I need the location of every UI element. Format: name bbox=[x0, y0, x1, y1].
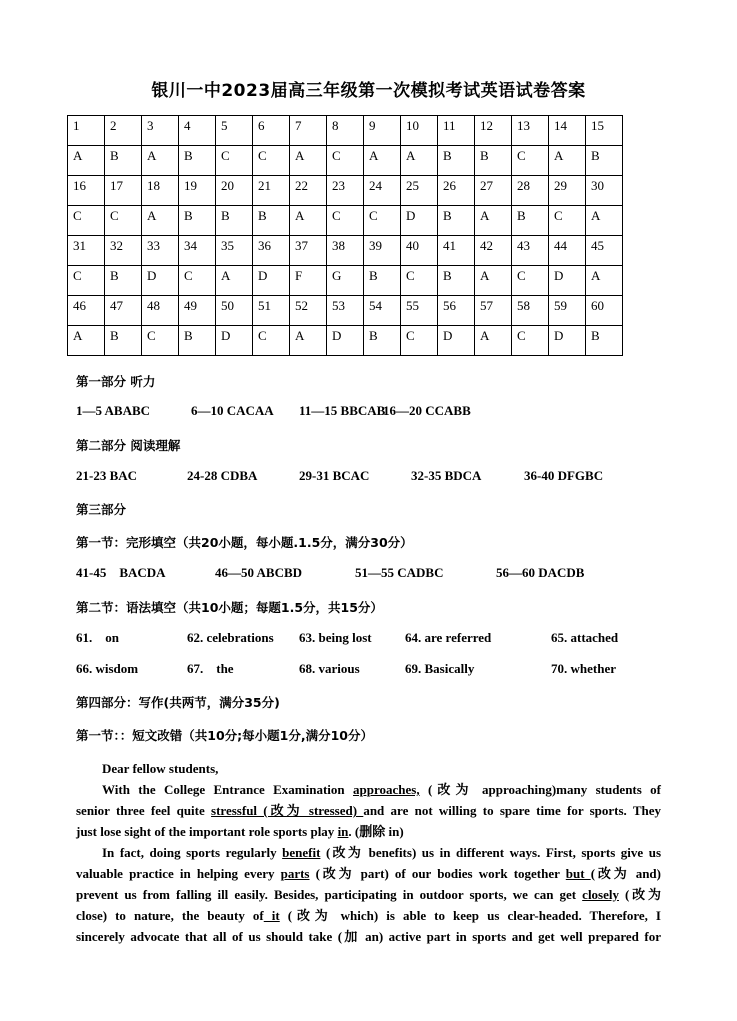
answer-cell: A bbox=[216, 266, 253, 296]
marked-error: in bbox=[337, 824, 349, 839]
question-number-cell: 26 bbox=[438, 176, 475, 206]
question-number-cell: 47 bbox=[105, 296, 142, 326]
question-number-cell: 46 bbox=[68, 296, 105, 326]
answer-cell: A bbox=[290, 206, 327, 236]
answer-cell: A bbox=[586, 266, 623, 296]
question-number-cell: 24 bbox=[364, 176, 401, 206]
question-number-cell: 38 bbox=[327, 236, 364, 266]
answer-cell: B bbox=[512, 206, 549, 236]
answer-cell: B bbox=[179, 326, 216, 356]
passage-text: . (删除 in) bbox=[348, 824, 404, 839]
question-number-cell: 11 bbox=[438, 116, 475, 146]
part2-heading: 第二部分 阅读理解 bbox=[76, 438, 181, 453]
answer-cell: B bbox=[105, 326, 142, 356]
answer-group: 41-45 BACDA bbox=[76, 565, 166, 580]
answer-group: 1—5 ABABC bbox=[76, 403, 151, 418]
question-number-cell: 13 bbox=[512, 116, 549, 146]
question-number-cell: 31 bbox=[68, 236, 105, 266]
question-number-cell: 6 bbox=[253, 116, 290, 146]
question-number-cell: 17 bbox=[105, 176, 142, 206]
passage-text: valuable practice in helping every bbox=[76, 866, 281, 881]
question-number-cell: 16 bbox=[68, 176, 105, 206]
marked-error: approaches, bbox=[353, 782, 420, 797]
answer-group: 29-31 BCAC bbox=[299, 468, 370, 483]
answer-cell: C bbox=[512, 146, 549, 176]
answer-cell: B bbox=[179, 146, 216, 176]
marked-error: closely bbox=[582, 887, 619, 902]
answer-cell: B bbox=[179, 206, 216, 236]
answer-cell: G bbox=[327, 266, 364, 296]
answer-cell: C bbox=[512, 326, 549, 356]
question-number-cell: 45 bbox=[586, 236, 623, 266]
answer-cell: D bbox=[327, 326, 364, 356]
marked-error: but bbox=[565, 866, 591, 881]
question-number-cell: 18 bbox=[142, 176, 179, 206]
answer-cell: C bbox=[253, 146, 290, 176]
question-number-cell: 48 bbox=[142, 296, 179, 326]
answer-cell: B bbox=[253, 206, 290, 236]
page-title: 银川一中2023届高三年级第一次模拟考试英语试卷答案 bbox=[151, 81, 586, 101]
passage-line bbox=[76, 842, 661, 863]
answer-group: 36-40 DFGBC bbox=[524, 468, 604, 483]
passage-text: With the College Entrance Examination bbox=[102, 782, 354, 797]
answer-cell: A bbox=[68, 146, 105, 176]
answer-cell: A bbox=[586, 206, 623, 236]
answer-cell: C bbox=[401, 266, 438, 296]
answer-cell: D bbox=[549, 326, 586, 356]
question-number-cell: 37 bbox=[290, 236, 327, 266]
answer-item: 67. the bbox=[187, 661, 234, 676]
question-number-cell: 7 bbox=[290, 116, 327, 146]
part4-section1-heading: 第一节：：短文改错（共10分;每小题1分,满分10分） bbox=[76, 728, 373, 743]
question-number-row bbox=[68, 176, 623, 206]
question-number-cell: 27 bbox=[475, 176, 512, 206]
passage-line bbox=[76, 821, 661, 842]
question-number-cell: 3 bbox=[142, 116, 179, 146]
passage-line bbox=[76, 758, 661, 779]
marked-error: benefit bbox=[282, 845, 321, 860]
passage-text: (改为 which) is able to keep us clear-headed. Therefore, I bbox=[279, 908, 661, 923]
answer-row bbox=[68, 146, 623, 176]
passage-line bbox=[76, 863, 661, 884]
question-number-cell: 14 bbox=[549, 116, 586, 146]
answer-cell: A bbox=[549, 146, 586, 176]
answer-cell: A bbox=[364, 146, 401, 176]
question-number-cell: 23 bbox=[327, 176, 364, 206]
answer-cell: B bbox=[438, 266, 475, 296]
passage-text: just lose sight of the important role sports play bbox=[76, 824, 338, 839]
answer-cell: B bbox=[216, 206, 253, 236]
answer-cell: B bbox=[105, 266, 142, 296]
passage-line bbox=[76, 884, 661, 905]
question-number-cell: 20 bbox=[216, 176, 253, 206]
passage-text: sincerely advocate that all of us should take (加 an) active part in sports and get well prepared for bbox=[76, 929, 661, 944]
question-number-cell: 21 bbox=[253, 176, 290, 206]
answer-row bbox=[68, 206, 623, 236]
answer-group: 6—10 CACAA bbox=[191, 403, 274, 418]
passage-text: Dear fellow students, bbox=[102, 761, 219, 776]
answer-item: 68. various bbox=[299, 661, 360, 676]
answer-cell: C bbox=[216, 146, 253, 176]
answer-cell: A bbox=[475, 206, 512, 236]
question-number-cell: 43 bbox=[512, 236, 549, 266]
answer-table bbox=[67, 115, 623, 356]
answer-item: 70. whether bbox=[551, 661, 616, 676]
answer-cell: A bbox=[142, 206, 179, 236]
question-number-cell: 53 bbox=[327, 296, 364, 326]
answer-row bbox=[68, 326, 623, 356]
answer-group: 24-28 CDBA bbox=[187, 468, 258, 483]
question-number-cell: 39 bbox=[364, 236, 401, 266]
question-number-cell: 49 bbox=[179, 296, 216, 326]
answer-cell: B bbox=[586, 146, 623, 176]
question-number-cell: 58 bbox=[512, 296, 549, 326]
answer-row bbox=[68, 266, 623, 296]
answer-item: 63. being lost bbox=[299, 630, 372, 645]
answer-cell: A bbox=[475, 266, 512, 296]
answer-cell: B bbox=[475, 146, 512, 176]
question-number-cell: 57 bbox=[475, 296, 512, 326]
question-number-cell: 41 bbox=[438, 236, 475, 266]
question-number-cell: 34 bbox=[179, 236, 216, 266]
question-number-cell: 9 bbox=[364, 116, 401, 146]
question-number-cell: 29 bbox=[549, 176, 586, 206]
answer-cell: C bbox=[327, 206, 364, 236]
answer-cell: B bbox=[364, 326, 401, 356]
answer-cell: C bbox=[364, 206, 401, 236]
answer-cell: C bbox=[327, 146, 364, 176]
answer-cell: A bbox=[142, 146, 179, 176]
answer-cell: B bbox=[586, 326, 623, 356]
answer-group: 11—15 BBCAB bbox=[299, 403, 386, 418]
passage-text: (改为 part) of our bodies work together bbox=[309, 866, 566, 881]
answer-cell: D bbox=[438, 326, 475, 356]
answer-group: 32-35 BDCA bbox=[411, 468, 482, 483]
answer-cell: C bbox=[68, 206, 105, 236]
answer-group: 21-23 BAC bbox=[76, 468, 138, 483]
question-number-cell: 25 bbox=[401, 176, 438, 206]
passage-text: (改为 benefits) us in different ways. First, sports give us bbox=[320, 845, 662, 860]
question-number-cell: 30 bbox=[586, 176, 623, 206]
question-number-cell: 28 bbox=[512, 176, 549, 206]
passage-text: (改为 and) bbox=[590, 866, 661, 881]
answer-cell: C bbox=[179, 266, 216, 296]
part1-heading: 第一部分 听力 bbox=[76, 374, 156, 389]
answer-cell: B bbox=[438, 146, 475, 176]
answer-cell: B bbox=[105, 146, 142, 176]
question-number-cell: 15 bbox=[586, 116, 623, 146]
answer-group: 51—55 CADBC bbox=[355, 565, 444, 580]
answer-cell: D bbox=[549, 266, 586, 296]
answer-cell: C bbox=[68, 266, 105, 296]
question-number-cell: 54 bbox=[364, 296, 401, 326]
question-number-cell: 50 bbox=[216, 296, 253, 326]
answer-cell: A bbox=[68, 326, 105, 356]
answer-item: 62. celebrations bbox=[187, 630, 274, 645]
passage-text: and are not willing to spare time for sports. They bbox=[363, 803, 662, 818]
question-number-cell: 52 bbox=[290, 296, 327, 326]
question-number-cell: 22 bbox=[290, 176, 327, 206]
question-number-cell: 55 bbox=[401, 296, 438, 326]
error-correction-passage bbox=[76, 758, 661, 947]
answer-cell: C bbox=[512, 266, 549, 296]
answer-cell: B bbox=[438, 206, 475, 236]
answer-item: 65. attached bbox=[551, 630, 619, 645]
answer-cell: C bbox=[401, 326, 438, 356]
passage-text: In fact, doing sports regularly bbox=[102, 845, 283, 860]
question-number-cell: 40 bbox=[401, 236, 438, 266]
question-number-row bbox=[68, 296, 623, 326]
passage-text: prevent us from falling ill easily. Besides, participating in outdoor sports, we can get bbox=[76, 887, 583, 902]
passage-text: close) to nature, the beauty of bbox=[76, 908, 264, 923]
question-number-cell: 2 bbox=[105, 116, 142, 146]
answer-item: 64. are referred bbox=[405, 630, 492, 645]
question-number-cell: 44 bbox=[549, 236, 586, 266]
answer-cell: C bbox=[105, 206, 142, 236]
answer-cell: A bbox=[475, 326, 512, 356]
question-number-cell: 5 bbox=[216, 116, 253, 146]
part3-heading: 第三部分 bbox=[76, 502, 127, 517]
question-number-cell: 59 bbox=[549, 296, 586, 326]
passage-line bbox=[76, 905, 661, 926]
answer-item: 61. on bbox=[76, 630, 119, 645]
question-number-cell: 36 bbox=[253, 236, 290, 266]
passage-line bbox=[76, 800, 661, 821]
passage-text: (改为 approaching)many students of bbox=[419, 782, 661, 797]
question-number-row bbox=[68, 116, 623, 146]
passage-text: (改为 bbox=[619, 887, 661, 902]
question-number-cell: 56 bbox=[438, 296, 475, 326]
marked-error: stressful (改为 stressed) bbox=[211, 803, 364, 818]
question-number-cell: 1 bbox=[68, 116, 105, 146]
answer-cell: C bbox=[549, 206, 586, 236]
answer-cell: B bbox=[364, 266, 401, 296]
marked-error: parts bbox=[280, 866, 310, 881]
answer-cell: A bbox=[401, 146, 438, 176]
answer-cell: A bbox=[290, 146, 327, 176]
marked-error: it bbox=[263, 908, 280, 923]
question-number-cell: 42 bbox=[475, 236, 512, 266]
question-number-cell: 4 bbox=[179, 116, 216, 146]
question-number-cell: 32 bbox=[105, 236, 142, 266]
part4-heading: 第四部分：写作(共两节，满分35分) bbox=[76, 695, 280, 710]
answer-cell: D bbox=[216, 326, 253, 356]
answer-cell: D bbox=[142, 266, 179, 296]
passage-line bbox=[76, 926, 661, 947]
question-number-cell: 33 bbox=[142, 236, 179, 266]
question-number-cell: 60 bbox=[586, 296, 623, 326]
answer-cell: C bbox=[142, 326, 179, 356]
question-number-cell: 19 bbox=[179, 176, 216, 206]
answer-group: 16—20 CCABB bbox=[383, 403, 471, 418]
question-number-row bbox=[68, 236, 623, 266]
answer-group: 56—60 DACDB bbox=[496, 565, 585, 580]
passage-line bbox=[76, 779, 661, 800]
answer-group: 46—50 ABCBD bbox=[215, 565, 303, 580]
question-number-cell: 51 bbox=[253, 296, 290, 326]
answer-cell: D bbox=[253, 266, 290, 296]
question-number-cell: 12 bbox=[475, 116, 512, 146]
question-number-cell: 35 bbox=[216, 236, 253, 266]
answer-cell: A bbox=[290, 326, 327, 356]
question-number-cell: 8 bbox=[327, 116, 364, 146]
question-number-cell: 10 bbox=[401, 116, 438, 146]
answer-cell: C bbox=[253, 326, 290, 356]
answer-cell: D bbox=[401, 206, 438, 236]
answer-item: 69. Basically bbox=[405, 661, 475, 676]
answer-item: 66. wisdom bbox=[76, 661, 139, 676]
part3-section2-heading: 第二节：语法填空（共10小题；每题1.5分，共15分） bbox=[76, 600, 383, 615]
passage-text: senior three feel quite bbox=[76, 803, 212, 818]
answer-cell: F bbox=[290, 266, 327, 296]
part3-section1-heading: 第一节：完形填空（共20小题，每小题.1.5分，满分30分） bbox=[76, 535, 413, 550]
